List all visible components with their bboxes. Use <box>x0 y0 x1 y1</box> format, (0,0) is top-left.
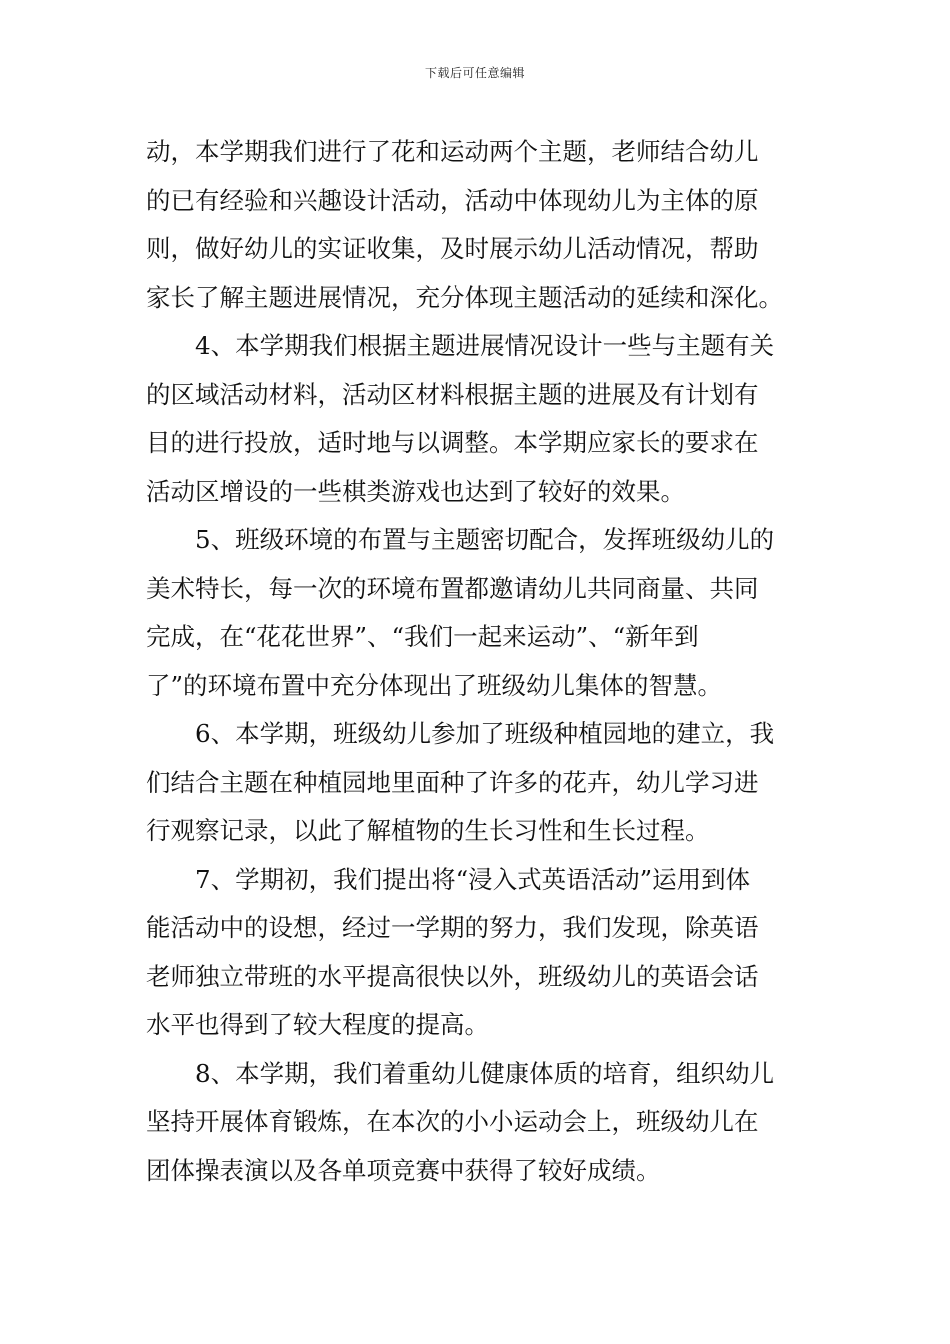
text-line: 能活动中的设想，经过一学期的努力，我们发现，除英语 <box>146 913 759 942</box>
text-line: 7、学期初，我们提出将“浸入式英语活动”运用到体 <box>195 864 751 894</box>
document-body <box>146 128 810 1195</box>
text-line: 团体操表演以及各单项竞赛中获得了较好成绩。 <box>146 1155 661 1185</box>
paragraph-continued <box>146 128 810 322</box>
text-line: 活动区增设的一些棋类游戏也达到了较好的效果。 <box>146 476 685 506</box>
text-line: 4、本学期我们根据主题进展情况设计一些与主题有关 <box>195 331 775 360</box>
paragraph-item-8 <box>146 1050 810 1196</box>
text-line: 则，做好幼儿的实证收集，及时展示幼儿活动情况，帮助 <box>146 234 759 263</box>
text-line: 的已有经验和兴趣设计活动，活动中体现幼儿为主体的原 <box>146 185 759 215</box>
text-line: 家长了解主题进展情况，充分体现主题活动的延续和深化。 <box>146 282 783 312</box>
text-line: 了”的环境布置中充分体现出了班级幼儿集体的智慧。 <box>146 670 723 700</box>
text-line: 6、本学期，班级幼儿参加了班级种植园地的建立，我 <box>195 719 775 748</box>
text-line: 美术特长，每一次的环境布置都邀请幼儿共同商量、共同 <box>146 573 759 603</box>
text-line: 目的进行投放，适时地与以调整。本学期应家长的要求在 <box>146 428 759 457</box>
text-line: 的区域活动材料，活动区材料根据主题的进展及有计划有 <box>146 379 759 409</box>
text-line: 完成，在“花花世界”、“我们一起来运动”、“新年到 <box>146 622 699 651</box>
text-line: 行观察记录，以此了解植物的生长习性和生长过程。 <box>146 816 710 845</box>
paragraph-item-5 <box>146 516 810 710</box>
text-line: 5、班级环境的布置与主题密切配合，发挥班级幼儿的 <box>195 525 775 554</box>
paragraph-item-4 <box>146 322 810 516</box>
text-line: 动，本学期我们进行了花和运动两个主题，老师结合幼儿 <box>146 137 759 166</box>
text-line: 老师独立带班的水平提高很快以外，班级幼儿的英语会话 <box>146 961 759 991</box>
text-line: 8、本学期，我们着重幼儿健康体质的培育，组织幼儿 <box>195 1058 775 1088</box>
paragraph-item-7 <box>146 856 810 1050</box>
text-line: 们结合主题在种植园地里面种了许多的花卉，幼儿学习进 <box>146 767 759 797</box>
text-line: 水平也得到了较大程度的提高。 <box>146 1010 489 1039</box>
page-header-note: 下载后可任意编辑 <box>424 66 525 80</box>
text-line: 坚持开展体育锻炼，在本次的小小运动会上，班级幼儿在 <box>146 1107 759 1136</box>
paragraph-item-6 <box>146 710 810 856</box>
